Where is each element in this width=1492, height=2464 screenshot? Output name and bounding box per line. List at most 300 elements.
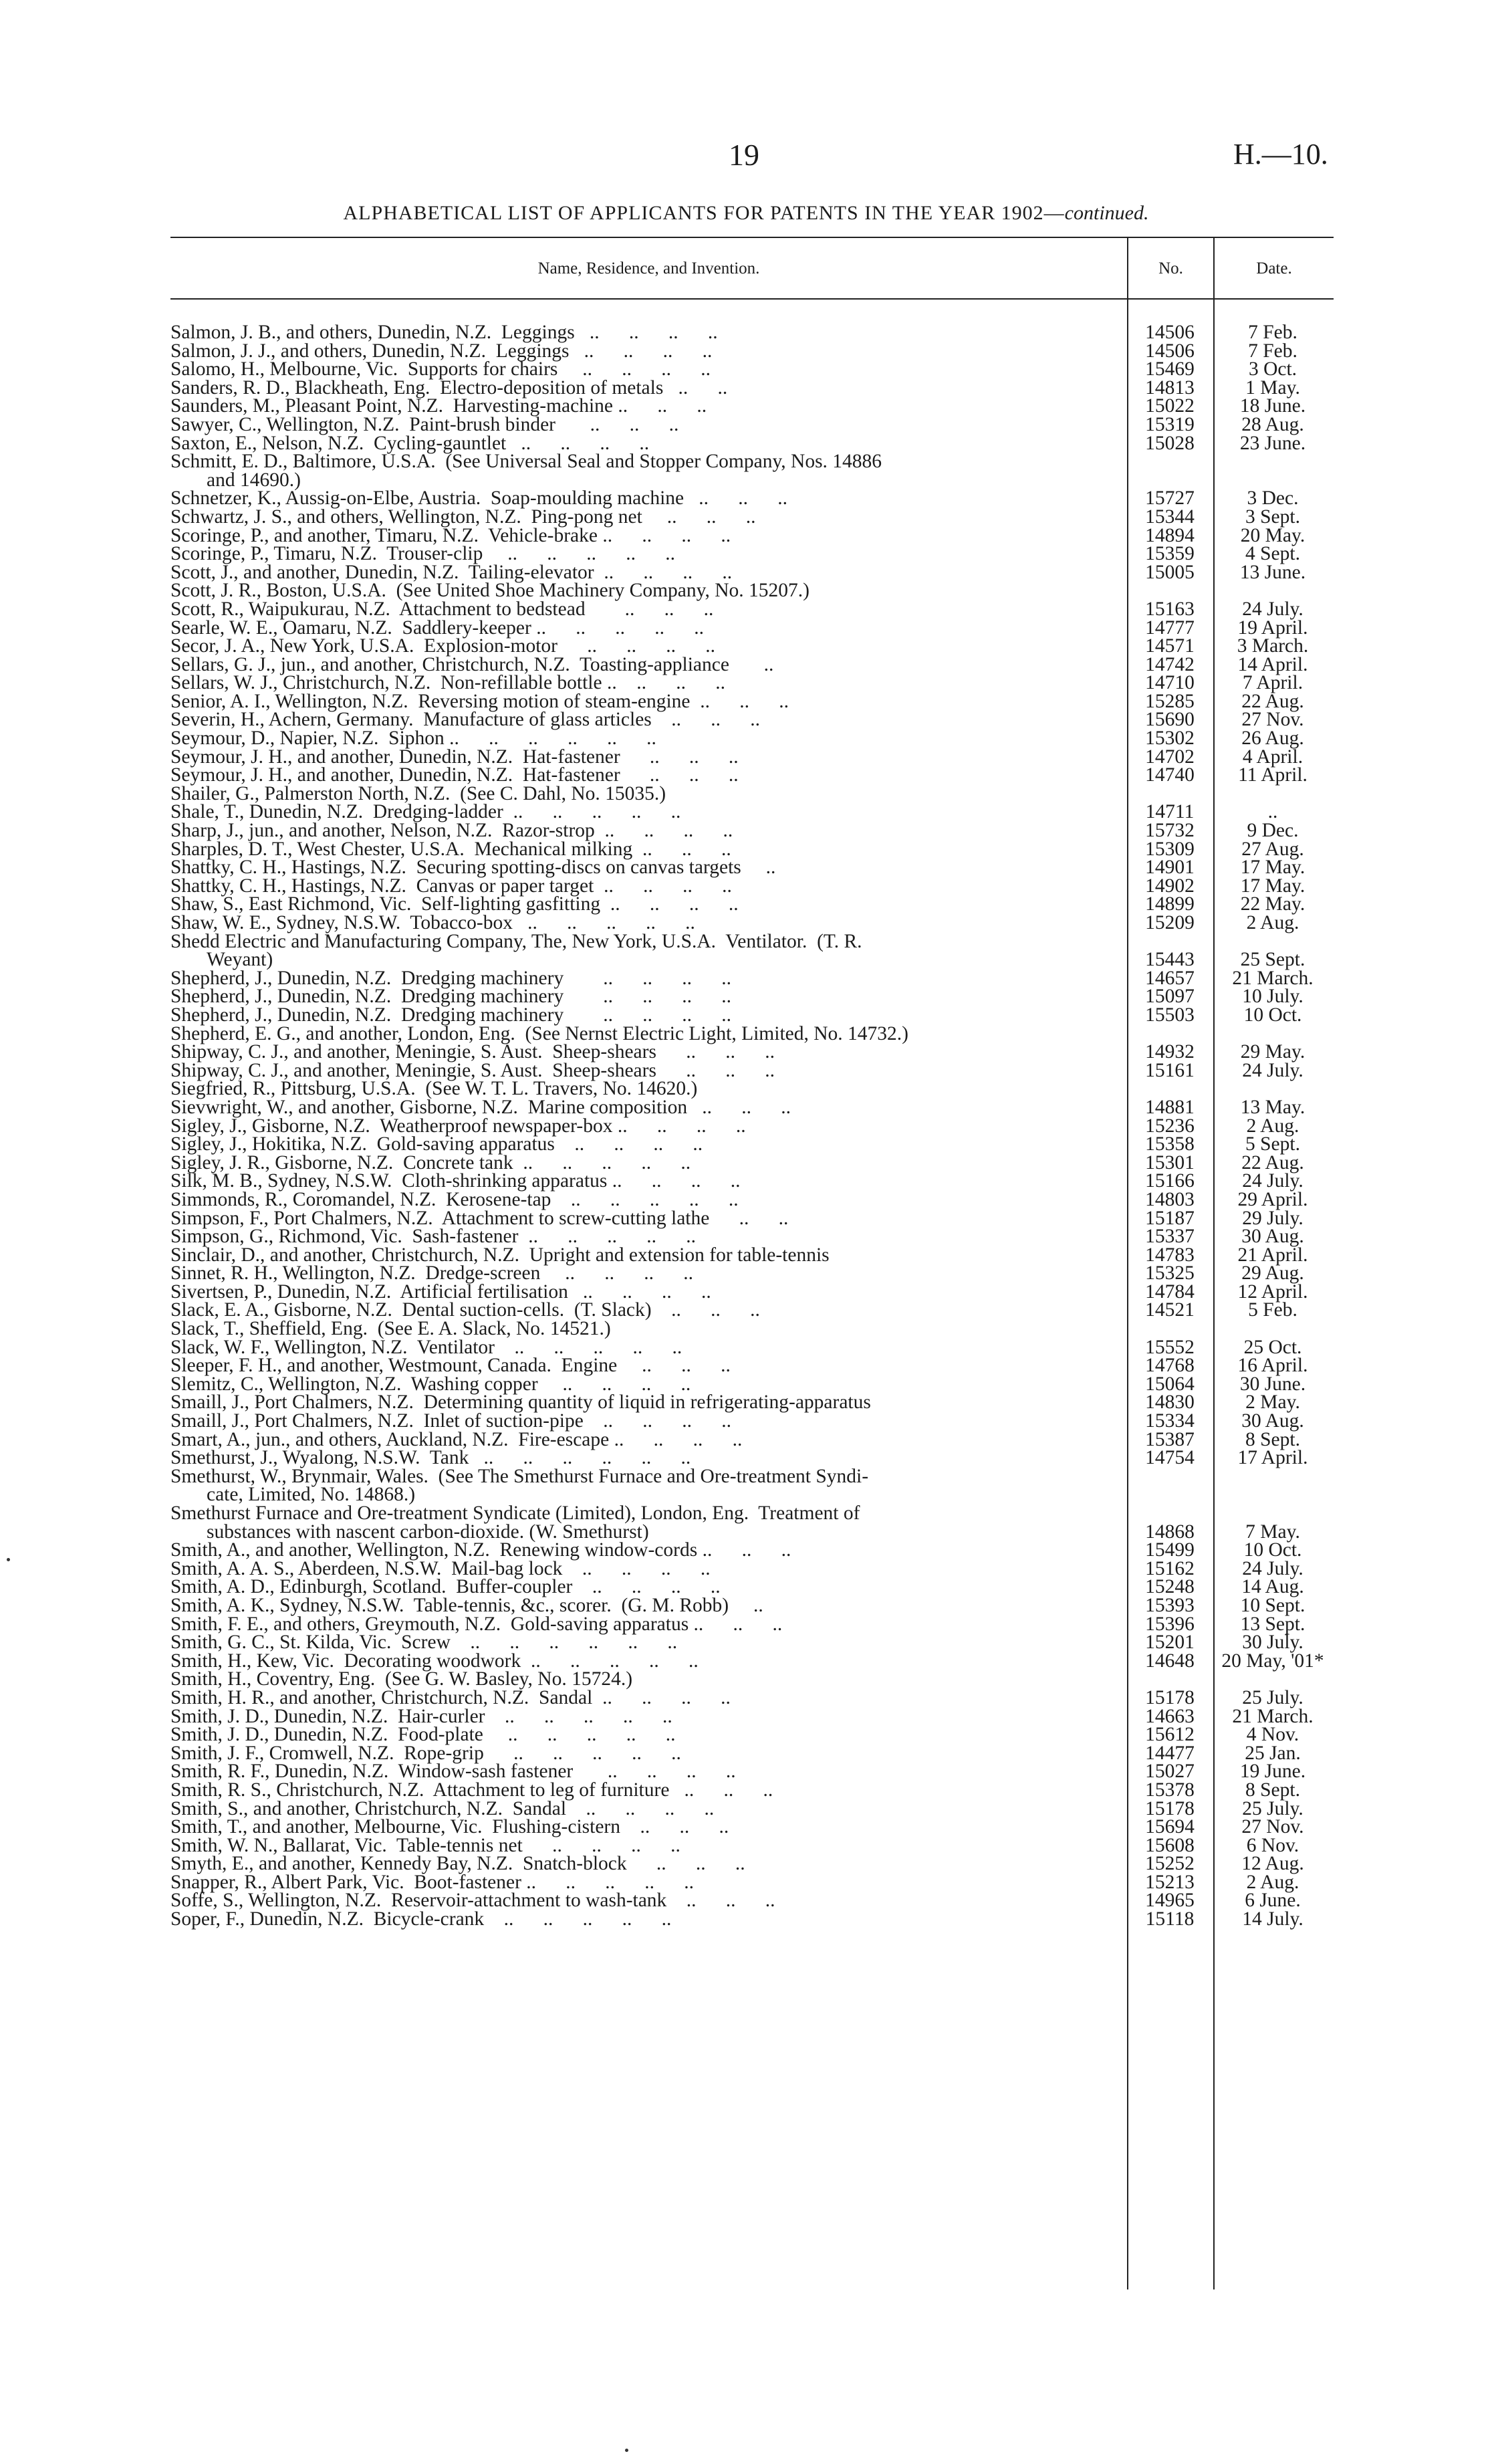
document-code: H.—10. bbox=[1233, 138, 1328, 171]
application-date: 20 May. bbox=[1240, 524, 1306, 546]
applicant-entry bbox=[170, 1117, 1126, 1136]
entry-text-continued: cate, Limited, No. 14868.) bbox=[207, 1484, 416, 1506]
entry-text: Smith, W. N., Ballarat, Vic. Table-tennis net .. .. .. .. bbox=[170, 1834, 680, 1856]
patent-number: 15252 bbox=[1145, 1853, 1195, 1875]
application-date: 13 Sept. bbox=[1240, 1613, 1306, 1635]
patent-number: 15027 bbox=[1145, 1761, 1195, 1783]
table-row bbox=[170, 967, 1334, 989]
applicant-entry bbox=[170, 1246, 1126, 1265]
entry-text: Shattky, C. H., Hastings, N.Z. Canvas or paper target .. .. .. .. bbox=[170, 875, 732, 897]
application-date: 25 Oct. bbox=[1243, 1336, 1302, 1358]
entry-text: Smethurst, J., Wyalong, N.S.W. Tank .. .. .. .. .. .. bbox=[170, 1447, 691, 1469]
entry-text: Smith, R. F., Dunedin, N.Z. Window-sash fastener .. .. .. .. bbox=[170, 1761, 736, 1783]
table-row bbox=[170, 600, 1334, 619]
entry-text: Sanders, R. D., Blackheath, Eng. Electro-deposition of metals .. .. bbox=[170, 376, 728, 399]
application-date: 4 April. bbox=[1242, 746, 1303, 768]
application-date: 8 Sept. bbox=[1245, 1428, 1300, 1450]
table-row bbox=[170, 489, 1334, 508]
table-row bbox=[170, 1449, 1334, 1468]
application-date: 17 May. bbox=[1240, 857, 1306, 879]
table-row bbox=[170, 637, 1334, 656]
patent-number: 14813 bbox=[1145, 376, 1195, 399]
entry-text: Soffe, S., Wellington, N.Z. Reservoir-attachment to wash-tank .. .. .. bbox=[170, 1890, 775, 1912]
table-row bbox=[170, 1797, 1334, 1819]
applicant-entry bbox=[170, 988, 1126, 1006]
applicant-entry bbox=[170, 619, 1126, 638]
table-row bbox=[170, 1280, 1334, 1303]
applicant-entry bbox=[170, 1652, 1126, 1671]
entry-text: Seymour, D., Napier, N.Z. Siphon .. .. .. .. .. .. bbox=[170, 727, 656, 750]
document-title-main: ALPHABETICAL LIST OF APPLICANTS FOR PATENTS IN THE YEAR 1902— bbox=[343, 202, 1065, 224]
application-date: 25 July. bbox=[1242, 1686, 1303, 1708]
table-row bbox=[170, 1080, 1334, 1099]
patent-number: 15248 bbox=[1145, 1576, 1195, 1598]
table-row bbox=[170, 619, 1334, 638]
applicant-entry bbox=[170, 1686, 1126, 1708]
application-date: 29 May. bbox=[1240, 1041, 1306, 1063]
application-date: 25 Jan. bbox=[1245, 1742, 1301, 1764]
table-row bbox=[170, 453, 1334, 489]
entry-text: Sinclair, D., and another, Christchurch, N.Z. Upright and extension for table-tennis bbox=[170, 1244, 830, 1266]
patent-number: 15690 bbox=[1145, 709, 1195, 731]
table-row bbox=[170, 1301, 1334, 1320]
entry-text: Severin, H., Achern, Germany. Manufacture of glass articles .. .. .. bbox=[170, 709, 761, 731]
applicant-entry bbox=[170, 1412, 1126, 1431]
entry-text: Smith, J. D., Dunedin, N.Z. Food-plate .. .. .. .. .. bbox=[170, 1724, 676, 1746]
application-date: 20 May, '01* bbox=[1221, 1650, 1324, 1672]
applicant-entry bbox=[170, 1781, 1126, 1800]
applicant-list bbox=[170, 324, 1334, 1929]
table-row bbox=[170, 674, 1334, 693]
table-row bbox=[170, 1320, 1334, 1339]
application-date: 2 Aug. bbox=[1246, 1871, 1299, 1893]
table-row bbox=[170, 1264, 1334, 1283]
patent-number: 15359 bbox=[1145, 543, 1195, 565]
entry-text: Scoringe, P., and another, Timaru, N.Z. Vehicle-brake .. .. .. .. bbox=[170, 524, 731, 546]
table-row bbox=[170, 1726, 1334, 1745]
application-date: 25 July. bbox=[1242, 1797, 1303, 1819]
table-row bbox=[170, 508, 1334, 527]
entry-text: Seymour, J. H., and another, Dunedin, N.Z. Hat-fastener .. .. .. bbox=[170, 746, 739, 768]
entry-text: Shattky, C. H., Hastings, N.Z. Securing spotting-discs on canvas targets .. bbox=[170, 857, 776, 879]
patent-number: 15236 bbox=[1145, 1115, 1195, 1137]
table-row bbox=[170, 1117, 1334, 1136]
applicant-entry bbox=[170, 1615, 1126, 1634]
table-row bbox=[170, 1834, 1334, 1856]
application-date bbox=[1213, 1468, 1332, 1486]
entry-text: Schnetzer, K., Aussig-on-Elbe, Austria. Soap-moulding machine .. .. .. bbox=[170, 487, 788, 510]
entry-text: Scott, R., Waipukurau, N.Z. Attachment to bedstead .. .. .. bbox=[170, 598, 714, 620]
entry-text: Siegfried, R., Pittsburg, U.S.A. (See W. T. L. Travers, No. 14620.) bbox=[170, 1078, 698, 1100]
document-title-continued: continued. bbox=[1064, 202, 1149, 224]
application-date: 28 Aug. bbox=[1241, 413, 1304, 435]
patent-number: 15469 bbox=[1145, 358, 1195, 380]
table-row bbox=[170, 1228, 1334, 1246]
applicant-entry bbox=[170, 1393, 1126, 1412]
table-row bbox=[170, 524, 1334, 546]
applicant-entry bbox=[170, 1797, 1126, 1819]
applicant-entry bbox=[170, 727, 1126, 750]
patent-number: 14902 bbox=[1145, 875, 1195, 897]
entry-text: Simpson, G., Richmond, Vic. Sash-fastener .. .. .. .. .. bbox=[170, 1226, 696, 1248]
patent-number: 14894 bbox=[1145, 524, 1195, 546]
entry-text: Smith, J. D., Dunedin, N.Z. Hair-curler .. .. .. .. .. bbox=[170, 1705, 672, 1727]
applicant-entry bbox=[170, 1578, 1126, 1597]
application-date: 3 Dec. bbox=[1247, 487, 1299, 510]
applicant-entry bbox=[170, 1910, 1126, 1929]
table-row bbox=[170, 1465, 1334, 1506]
application-date: 6 June. bbox=[1245, 1890, 1301, 1912]
applicant-entry bbox=[170, 397, 1126, 416]
patent-number: 15727 bbox=[1145, 487, 1195, 510]
patent-number: 15022 bbox=[1145, 395, 1195, 417]
table-row bbox=[170, 1022, 1334, 1044]
application-date: 27 Aug. bbox=[1241, 838, 1304, 860]
column-header-date: Date. bbox=[1256, 259, 1292, 277]
entry-text: Shailer, G., Palmerston North, N.Z. (See C. Dahl, No. 15035.) bbox=[170, 782, 666, 804]
patent-number: 15064 bbox=[1145, 1373, 1195, 1395]
entry-text: Senior, A. I., Wellington, N.Z. Reversing motion of steam-engine .. .. .. bbox=[170, 690, 789, 712]
table-row bbox=[170, 397, 1334, 416]
table-row bbox=[170, 653, 1334, 675]
application-date: 11 April. bbox=[1238, 764, 1308, 786]
patent-number: 15694 bbox=[1145, 1816, 1195, 1838]
applicant-entry bbox=[170, 1449, 1126, 1468]
entry-text: Shipway, C. J., and another, Meningie, S. Aust. Sheep-shears .. .. .. bbox=[170, 1041, 775, 1063]
patent-number: 15166 bbox=[1145, 1170, 1195, 1192]
entry-text: Shepherd, J., Dunedin, N.Z. Dredging machinery .. .. .. .. bbox=[170, 967, 731, 989]
application-date: 25 Sept. bbox=[1240, 949, 1306, 971]
applicant-entry bbox=[170, 782, 1126, 804]
application-date: 2 Aug. bbox=[1246, 1115, 1299, 1137]
applicant-entry bbox=[170, 1375, 1126, 1394]
entry-text: Schmitt, E. D., Baltimore, U.S.A. (See Universal Seal and Stopper Company, Nos. 14886 bbox=[170, 451, 882, 473]
patent-number: 15732 bbox=[1145, 820, 1195, 842]
table-row bbox=[170, 1763, 1334, 1781]
table-row bbox=[170, 895, 1334, 914]
patent-number bbox=[1126, 453, 1213, 471]
applicant-entry bbox=[170, 1855, 1126, 1874]
patent-number: 15178 bbox=[1145, 1686, 1195, 1708]
entry-text-continued: and 14690.) bbox=[207, 469, 301, 491]
applicant-entry bbox=[170, 1892, 1126, 1910]
entry-text-continued: Weyant) bbox=[207, 949, 273, 971]
entry-text: Smith, R. S., Christchurch, N.Z. Attachment to leg of furniture .. .. .. bbox=[170, 1779, 773, 1801]
applicant-entry bbox=[170, 1763, 1126, 1781]
applicant-entry bbox=[170, 1726, 1126, 1745]
application-date: 3 March. bbox=[1237, 635, 1309, 657]
table-row bbox=[170, 432, 1334, 454]
patent-number: 14784 bbox=[1145, 1280, 1195, 1303]
entry-text: Smith, J. F., Cromwell, N.Z. Rope-grip .. .. .. .. .. bbox=[170, 1742, 681, 1764]
entry-text: Sleeper, F. H., and another, Westmount, Canada. Engine .. .. .. bbox=[170, 1355, 731, 1377]
patent-number: 14742 bbox=[1145, 653, 1195, 675]
patent-number: 15337 bbox=[1145, 1226, 1195, 1248]
application-date: 4 Nov. bbox=[1246, 1724, 1299, 1746]
entry-text: Smethurst, W., Brynmair, Wales. (See The Smethurst Furnace and Ore-treatment Syndi- bbox=[170, 1465, 869, 1487]
applicant-entry bbox=[170, 1207, 1126, 1229]
patent-number bbox=[1126, 1468, 1213, 1486]
applicant-entry bbox=[170, 342, 1126, 361]
patent-number: 14783 bbox=[1145, 1244, 1195, 1266]
application-date: 30 June. bbox=[1239, 1373, 1306, 1395]
applicant-entry bbox=[170, 1022, 1126, 1044]
applicant-entry bbox=[170, 413, 1126, 435]
applicant-entry bbox=[170, 1264, 1126, 1283]
application-date: 18 June. bbox=[1239, 395, 1306, 417]
patent-number: 15503 bbox=[1145, 1004, 1195, 1026]
applicant-entry bbox=[170, 489, 1126, 508]
entry-text: Schwartz, J. S., and others, Wellington, N.Z. Ping-pong net .. .. .. bbox=[170, 506, 756, 528]
table-row bbox=[170, 766, 1334, 785]
patent-number: 14899 bbox=[1145, 893, 1195, 915]
entry-text: Slack, T., Sheffield, Eng. (See E. A. Slack, No. 14521.) bbox=[170, 1318, 611, 1340]
entry-text: Scott, J., and another, Dunedin, N.Z. Tailing-elevator .. .. .. .. bbox=[170, 561, 733, 583]
entry-text: Slack, E. A., Gisborne, N.Z. Dental suction-cells. (T. Slack) .. .. .. bbox=[170, 1299, 760, 1321]
applicant-entry bbox=[170, 1742, 1126, 1764]
application-date: 21 March. bbox=[1232, 967, 1314, 989]
patent-number: 15028 bbox=[1145, 432, 1195, 454]
application-date: 7 Feb. bbox=[1248, 322, 1297, 343]
application-date: 2 Aug. bbox=[1246, 912, 1299, 933]
applicant-entry bbox=[170, 1043, 1126, 1062]
entry-text: Shaw, W. E., Sydney, N.S.W. Tobacco-box .. .. .. .. .. bbox=[170, 912, 695, 933]
table-row bbox=[170, 1428, 1334, 1450]
page-number: 19 bbox=[729, 138, 759, 172]
application-date: 30 Aug. bbox=[1241, 1410, 1304, 1432]
patent-number: 14740 bbox=[1145, 764, 1195, 786]
table-row bbox=[170, 1557, 1334, 1579]
patent-number: 15118 bbox=[1145, 1908, 1195, 1930]
applicant-entry bbox=[170, 766, 1126, 785]
patent-number: 14506 bbox=[1145, 340, 1195, 362]
patent-number: 14571 bbox=[1145, 635, 1195, 657]
entry-text: Sigley, J. R., Gisborne, N.Z. Concrete tank .. .. .. .. .. bbox=[170, 1151, 691, 1173]
patent-number: 14702 bbox=[1145, 746, 1195, 768]
application-date: 24 July. bbox=[1242, 1557, 1303, 1579]
patent-number: 14657 bbox=[1145, 967, 1195, 989]
application-date: 22 May. bbox=[1240, 893, 1306, 915]
applicant-entry bbox=[170, 1135, 1126, 1154]
table-row bbox=[170, 988, 1334, 1006]
applicant-entry bbox=[170, 914, 1126, 933]
table-row bbox=[170, 1634, 1334, 1652]
patent-number: 15344 bbox=[1145, 506, 1195, 528]
table-row bbox=[170, 1855, 1334, 1874]
patent-number: 14521 bbox=[1145, 1299, 1195, 1321]
patent-number: 15393 bbox=[1145, 1594, 1195, 1616]
applicant-entry bbox=[170, 582, 1126, 600]
application-date: 13 June. bbox=[1239, 561, 1306, 583]
entry-text: Soper, F., Dunedin, N.Z. Bicycle-crank .. .. .. .. .. bbox=[170, 1908, 672, 1930]
application-date: 24 July. bbox=[1242, 598, 1303, 620]
patent-number: 15178 bbox=[1145, 1797, 1195, 1819]
entry-text: Scoringe, P., Timaru, N.Z. Trouser-clip .. .. .. .. .. bbox=[170, 543, 675, 565]
application-date bbox=[1213, 453, 1332, 471]
applicant-entry bbox=[170, 1280, 1126, 1303]
applicant-entry bbox=[170, 545, 1126, 564]
table-row bbox=[170, 1594, 1334, 1616]
applicant-entry bbox=[170, 674, 1126, 693]
entry-text: Sharples, D. T., West Chester, U.S.A. Mechanical milking .. .. .. bbox=[170, 838, 731, 860]
entry-text: Smith, A. A. S., Aberdeen, N.S.W. Mail-bag lock .. .. .. .. bbox=[170, 1557, 711, 1579]
patent-number: 14932 bbox=[1145, 1041, 1195, 1063]
patent-number: 15161 bbox=[1145, 1059, 1195, 1081]
application-date: 14 April. bbox=[1237, 653, 1308, 675]
entry-text: Smith, H., Kew, Vic. Decorating woodwork .. .. .. .. .. bbox=[170, 1650, 699, 1672]
patent-number: 15213 bbox=[1145, 1871, 1195, 1893]
applicant-entry bbox=[170, 1594, 1126, 1616]
applicant-entry bbox=[170, 524, 1126, 546]
application-date: 19 June. bbox=[1239, 1761, 1306, 1783]
application-date: 10 Oct. bbox=[1243, 1004, 1302, 1026]
applicant-entry bbox=[170, 895, 1126, 914]
patent-number: 14506 bbox=[1145, 322, 1195, 343]
applicant-entry bbox=[170, 1228, 1126, 1246]
entry-text: Secor, J. A., New York, U.S.A. Explosion-motor .. .. .. .. bbox=[170, 635, 715, 657]
application-date: 22 Aug. bbox=[1241, 1151, 1304, 1173]
patent-number: 14868 bbox=[1145, 1521, 1195, 1543]
entry-text: Sievwright, W., and another, Gisborne, N.Z. Marine composition .. .. .. bbox=[170, 1096, 791, 1118]
table-row bbox=[170, 1151, 1334, 1173]
entry-text: Smith, G. C., St. Kilda, Vic. Screw .. .. .. .. .. .. bbox=[170, 1632, 678, 1654]
table-row bbox=[170, 561, 1334, 583]
entry-text: Smaill, J., Port Chalmers, N.Z. Inlet of suction-pipe .. .. .. .. bbox=[170, 1410, 732, 1432]
entry-text: Smith, A., and another, Wellington, N.Z. Renewing window-cords .. .. .. bbox=[170, 1539, 791, 1561]
entry-text: Saunders, M., Pleasant Point, N.Z. Harvesting-machine .. .. .. bbox=[170, 395, 707, 417]
table-row bbox=[170, 545, 1334, 564]
patent-number: 15005 bbox=[1145, 561, 1195, 583]
patent-number: 14965 bbox=[1145, 1890, 1195, 1912]
table-row bbox=[170, 1705, 1334, 1727]
column-header-no: No. bbox=[1158, 259, 1183, 277]
table-row bbox=[170, 1375, 1334, 1394]
patent-number: 15499 bbox=[1145, 1539, 1195, 1561]
applicant-entry bbox=[170, 1172, 1126, 1191]
table-row bbox=[170, 582, 1334, 600]
patent-number: 15319 bbox=[1145, 413, 1195, 435]
table-row bbox=[170, 1172, 1334, 1191]
application-date: 19 April. bbox=[1237, 617, 1308, 639]
patent-number: 15378 bbox=[1145, 1779, 1195, 1801]
applicant-entry bbox=[170, 1336, 1126, 1358]
application-date: 21 April. bbox=[1237, 1244, 1308, 1266]
entry-text: Sawyer, C., Wellington, N.Z. Paint-brush binder .. .. .. bbox=[170, 413, 679, 435]
patent-number: 15612 bbox=[1145, 1724, 1195, 1746]
applicant-entry bbox=[170, 1634, 1126, 1652]
applicant-entry bbox=[170, 1670, 1126, 1689]
entry-text: Smith, S., and another, Christchurch, N.Z. Sandal .. .. .. .. bbox=[170, 1797, 715, 1819]
applicant-entry bbox=[170, 637, 1126, 656]
applicant-entry bbox=[170, 1428, 1126, 1450]
application-date: 12 April. bbox=[1237, 1280, 1308, 1303]
entry-text: Salmon, J. J., and others, Dunedin, N.Z. Leggings .. .. .. .. bbox=[170, 340, 713, 362]
entry-text: Shepherd, J., Dunedin, N.Z. Dredging machinery .. .. .. .. bbox=[170, 1004, 731, 1026]
application-date: 21 March. bbox=[1232, 1705, 1314, 1727]
applicant-entry bbox=[170, 930, 1126, 971]
applicant-entry bbox=[170, 432, 1126, 454]
table-row bbox=[170, 914, 1334, 933]
applicant-entry bbox=[170, 561, 1126, 583]
applicant-entry bbox=[170, 1151, 1126, 1173]
table-row bbox=[170, 1096, 1334, 1118]
applicant-entry bbox=[170, 822, 1126, 841]
application-date: 17 April. bbox=[1237, 1447, 1308, 1469]
entry-text: Smart, A., jun., and others, Auckland, N.Z. Fire-escape .. .. .. .. bbox=[170, 1428, 743, 1450]
application-date: 3 Sept. bbox=[1245, 506, 1300, 528]
table-row bbox=[170, 1871, 1334, 1893]
applicant-entry bbox=[170, 360, 1126, 379]
document-title bbox=[0, 202, 1492, 225]
table-row bbox=[170, 1818, 1334, 1837]
entry-text: Shaw, S., East Richmond, Vic. Self-lighting gasfitting .. .. .. .. bbox=[170, 893, 739, 915]
table-row bbox=[170, 1393, 1334, 1412]
entry-text: Smith, H., Coventry, Eng. (See G. W. Basley, No. 15724.) bbox=[170, 1668, 633, 1690]
applicant-entry bbox=[170, 859, 1126, 877]
table-row bbox=[170, 1504, 1334, 1541]
table-row bbox=[170, 690, 1334, 712]
patent-number: 15163 bbox=[1145, 598, 1195, 620]
entry-text: Searle, W. E., Oamaru, N.Z. Saddlery-keeper .. .. .. .. .. bbox=[170, 617, 704, 639]
application-date: .. bbox=[1267, 801, 1278, 823]
patent-number: 14881 bbox=[1145, 1096, 1195, 1118]
application-date: 3 Oct. bbox=[1248, 358, 1297, 380]
application-date: 7 May. bbox=[1245, 1521, 1300, 1543]
table-row bbox=[170, 1652, 1334, 1671]
entry-text: Silk, M. B., Sydney, N.S.W. Cloth-shrinking apparatus .. .. .. .. bbox=[170, 1170, 741, 1192]
applicant-entry bbox=[170, 711, 1126, 730]
table-row bbox=[170, 838, 1334, 860]
applicant-entry bbox=[170, 600, 1126, 619]
entry-text: Smith, T., and another, Melbourne, Vic. Flushing-cistern .. .. .. bbox=[170, 1816, 729, 1838]
table-row bbox=[170, 1670, 1334, 1689]
table-row bbox=[170, 1686, 1334, 1708]
patent-number: 14663 bbox=[1145, 1705, 1195, 1727]
application-date: 5 Feb. bbox=[1248, 1299, 1297, 1321]
patent-number: 15325 bbox=[1145, 1262, 1195, 1284]
patent-number: 15396 bbox=[1145, 1613, 1195, 1635]
entry-text: Shipway, C. J., and another, Meningie, S. Aust. Sheep-shears .. .. .. bbox=[170, 1059, 775, 1081]
entry-text: Saxton, E., Nelson, N.Z. Cycling-gauntlet .. .. .. .. bbox=[170, 432, 650, 454]
entry-text: Sharp, J., jun., and another, Nelson, N.Z. Razor-strop .. .. .. .. bbox=[170, 820, 733, 842]
applicant-entry bbox=[170, 803, 1126, 822]
applicant-entry bbox=[170, 1188, 1126, 1210]
patent-number: 15301 bbox=[1145, 1151, 1195, 1173]
applicant-entry bbox=[170, 1059, 1126, 1081]
entry-text: Smith, F. E., and others, Greymouth, N.Z. Gold-saving apparatus .. .. .. bbox=[170, 1613, 783, 1635]
patent-number: 15358 bbox=[1145, 1133, 1195, 1155]
table-row bbox=[170, 1615, 1334, 1634]
entry-text: Smyth, E., and another, Kennedy Bay, N.Z. Snatch-block .. .. .. bbox=[170, 1853, 745, 1875]
patent-number: 14648 bbox=[1145, 1650, 1195, 1672]
table-row bbox=[170, 1357, 1334, 1375]
table-row bbox=[170, 1578, 1334, 1597]
application-date: 7 Feb. bbox=[1248, 340, 1297, 362]
application-date: 29 Aug. bbox=[1241, 1262, 1304, 1284]
table-row bbox=[170, 360, 1334, 379]
applicant-entry bbox=[170, 1301, 1126, 1320]
table-row bbox=[170, 877, 1334, 896]
table-row bbox=[170, 1188, 1334, 1210]
applicant-entry bbox=[170, 838, 1126, 860]
applicant-entry bbox=[170, 1320, 1126, 1339]
applicant-entry bbox=[170, 1096, 1126, 1118]
applicant-entry bbox=[170, 653, 1126, 675]
patent-number: 14711 bbox=[1145, 801, 1195, 823]
applicant-entry bbox=[170, 1871, 1126, 1893]
patent-number: 15387 bbox=[1145, 1428, 1195, 1450]
application-date: 10 Oct. bbox=[1243, 1539, 1302, 1561]
